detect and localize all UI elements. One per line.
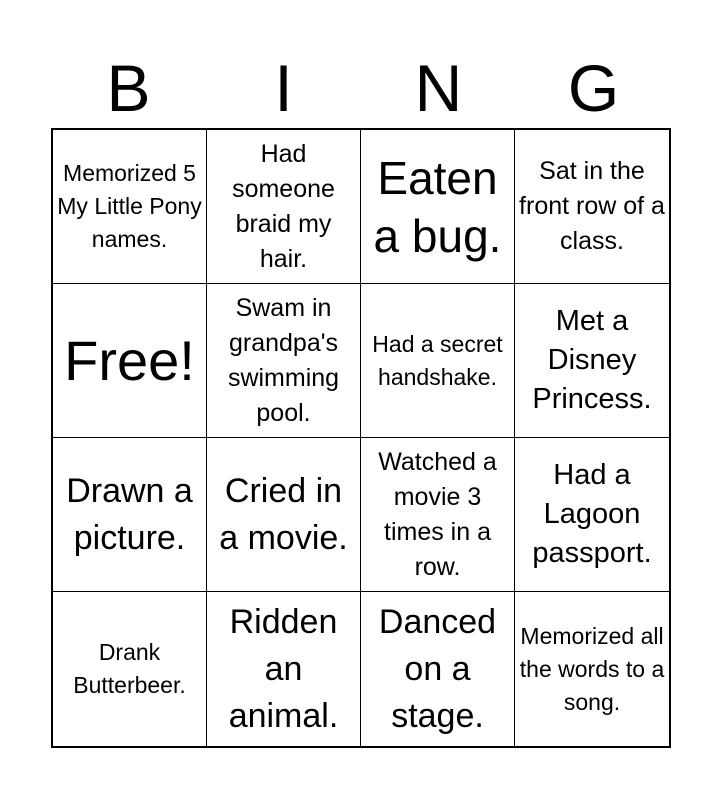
cell-text: Cried in a movie. xyxy=(219,471,348,557)
bingo-cell[interactable] xyxy=(207,438,361,592)
cell-text: Had a secret handshake. xyxy=(372,330,503,390)
cell-text: Met a Disney Princess. xyxy=(532,305,652,415)
cell-text: Had a Lagoon passport. xyxy=(532,459,652,569)
cell-text: Swam in grandpa's swimming pool. xyxy=(227,293,340,427)
header-letter-g: G xyxy=(567,51,620,125)
bingo-cell[interactable] xyxy=(361,284,515,438)
cell-text: Danced on a stage. xyxy=(378,602,497,735)
bingo-cell[interactable] xyxy=(207,284,361,438)
bingo-cell[interactable] xyxy=(515,130,669,284)
bingo-cell[interactable] xyxy=(515,438,669,592)
cell-text: Had someone braid my hair. xyxy=(232,139,335,273)
cell-text: Memorized all the words to a song. xyxy=(519,622,665,715)
bingo-cell[interactable] xyxy=(53,592,207,746)
bingo-cell[interactable] xyxy=(515,592,669,746)
cell-text: Free! xyxy=(64,328,195,392)
header-letter-b: B xyxy=(106,51,151,125)
bingo-header xyxy=(51,48,671,128)
bingo-cell[interactable] xyxy=(53,130,207,284)
header-letter-i: I xyxy=(274,51,293,125)
cell-text: Memorized 5 My Little Pony names. xyxy=(57,160,202,252)
bingo-cell[interactable] xyxy=(53,438,207,592)
bingo-cell[interactable] xyxy=(361,130,515,284)
cell-text: Ridden an animal. xyxy=(228,602,339,735)
bingo-cell[interactable] xyxy=(361,438,515,592)
cell-text: Drawn a picture. xyxy=(66,471,193,557)
bingo-grid xyxy=(51,128,671,748)
cell-text: Eaten a bug. xyxy=(373,151,502,262)
cell-text: Drank Butterbeer. xyxy=(73,639,186,698)
cell-text: Watched a movie 3 times in a row. xyxy=(378,447,497,581)
bingo-cell[interactable] xyxy=(207,130,361,284)
bingo-cell[interactable] xyxy=(361,592,515,746)
bingo-cell-free[interactable] xyxy=(53,284,207,438)
bingo-cell[interactable] xyxy=(207,592,361,746)
header-letter-n: N xyxy=(414,51,463,125)
cell-text: Sat in the front row of a class. xyxy=(519,157,665,255)
bingo-cell[interactable] xyxy=(515,284,669,438)
